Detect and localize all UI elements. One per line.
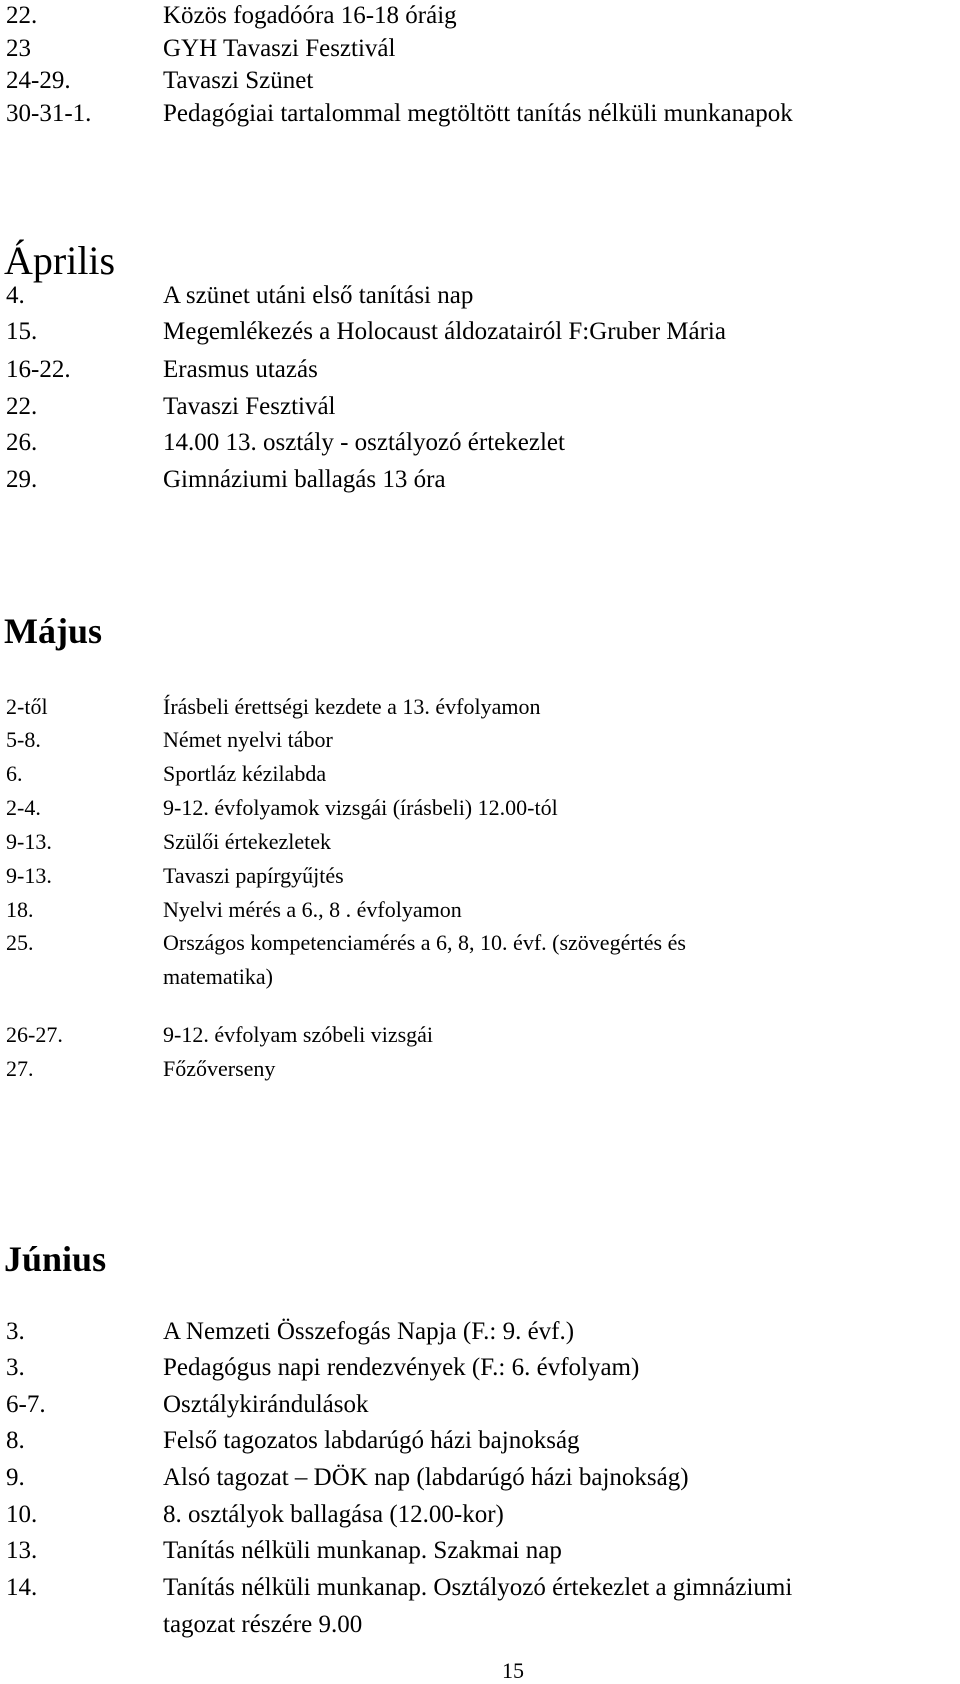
event-date: 2-4. <box>6 795 41 820</box>
event-date: 29. <box>6 466 38 493</box>
event-text: Országos kompetenciamérés a 6, 8, 10. évf. (szövegértés és <box>163 930 686 955</box>
month-heading-june: Június <box>4 1239 107 1279</box>
event-date: 9-13. <box>6 829 52 854</box>
month-heading-april: Április <box>4 238 116 283</box>
event-text: Pedagógiai tartalommal megtöltött tanítás nélküli munkanapok <box>163 100 793 127</box>
event-date: 30-31-1. <box>6 100 92 127</box>
event-text: Szülői értekezletek <box>163 829 331 854</box>
event-date: 10. <box>6 1501 38 1528</box>
event-text: 9-12. évfolyamok vizsgái (írásbeli) 12.00-tól <box>163 795 558 820</box>
event-text: Erasmus utazás <box>163 356 318 383</box>
event-date: 2-től <box>6 694 48 719</box>
event-text: A Nemzeti Összefogás Napja (F.: 9. évf.) <box>163 1318 575 1345</box>
event-date: 8. <box>6 1427 25 1454</box>
event-text: Tavaszi Szünet <box>163 67 314 94</box>
event-text: Pedagógus napi rendezvények (F.: 6. évfolyam) <box>163 1354 640 1381</box>
event-date: 5-8. <box>6 727 41 752</box>
event-date: 6. <box>6 761 23 786</box>
event-text: Tanítás nélküli munkanap. Osztályozó értekezlet a gimnáziumi <box>163 1574 793 1601</box>
event-date: 16-22. <box>6 356 71 383</box>
event-text: Osztálykirándulások <box>163 1391 369 1418</box>
event-text: Német nyelvi tábor <box>163 727 333 752</box>
event-date: 27. <box>6 1056 34 1081</box>
event-text: GYH Tavaszi Fesztivál <box>163 35 396 62</box>
event-text: A szünet utáni első tanítási nap <box>163 282 474 309</box>
event-text: Tavaszi Fesztivál <box>163 393 336 420</box>
event-text: Közös fogadóóra 16-18 óráig <box>163 2 457 29</box>
event-text: Tanítás nélküli munkanap. Szakmai nap <box>163 1537 562 1564</box>
event-date: 9. <box>6 1464 25 1491</box>
event-text: 8. osztályok ballagása (12.00-kor) <box>163 1501 504 1528</box>
event-text-continuation: matematika) <box>163 964 273 989</box>
page-number: 15 <box>502 1658 524 1683</box>
event-text: 14.00 13. osztály - osztályozó értekezlet <box>163 429 565 456</box>
event-date: 6-7. <box>6 1391 46 1418</box>
event-date: 3. <box>6 1318 25 1345</box>
event-text: Megemlékezés a Holocaust áldozatairól F:Gruber Mária <box>163 318 726 345</box>
event-text: 9-12. évfolyam szóbeli vizsgái <box>163 1022 434 1047</box>
event-date: 3. <box>6 1354 25 1381</box>
event-date: 23 <box>6 35 31 62</box>
event-date: 9-13. <box>6 863 52 888</box>
event-date: 22. <box>6 393 38 420</box>
event-date: 18. <box>6 897 34 922</box>
event-date: 22. <box>6 2 38 29</box>
event-date: 26-27. <box>6 1022 63 1047</box>
event-date: 26. <box>6 429 38 456</box>
event-date: 15. <box>6 318 38 345</box>
event-text: Felső tagozatos labdarúgó házi bajnokság <box>163 1427 580 1454</box>
month-heading-may: Május <box>4 611 102 651</box>
event-date: 25. <box>6 930 34 955</box>
event-date: 13. <box>6 1537 38 1564</box>
event-text-continuation: tagozat részére 9.00 <box>163 1611 363 1638</box>
event-text: Sportláz kézilabda <box>163 761 327 786</box>
event-text: Nyelvi mérés a 6., 8 . évfolyamon <box>163 897 462 922</box>
event-date: 24-29. <box>6 67 71 94</box>
event-text: Tavaszi papírgyűjtés <box>163 863 344 888</box>
event-text: Gimnáziumi ballagás 13 óra <box>163 466 446 493</box>
event-text: Írásbeli érettségi kezdete a 13. évfolyamon <box>163 694 541 719</box>
event-text: Főzőverseny <box>163 1056 276 1081</box>
event-text: Alsó tagozat – DÖK nap (labdarúgó házi bajnokság) <box>163 1464 689 1491</box>
event-date: 14. <box>6 1574 38 1601</box>
event-date: 4. <box>6 282 25 309</box>
